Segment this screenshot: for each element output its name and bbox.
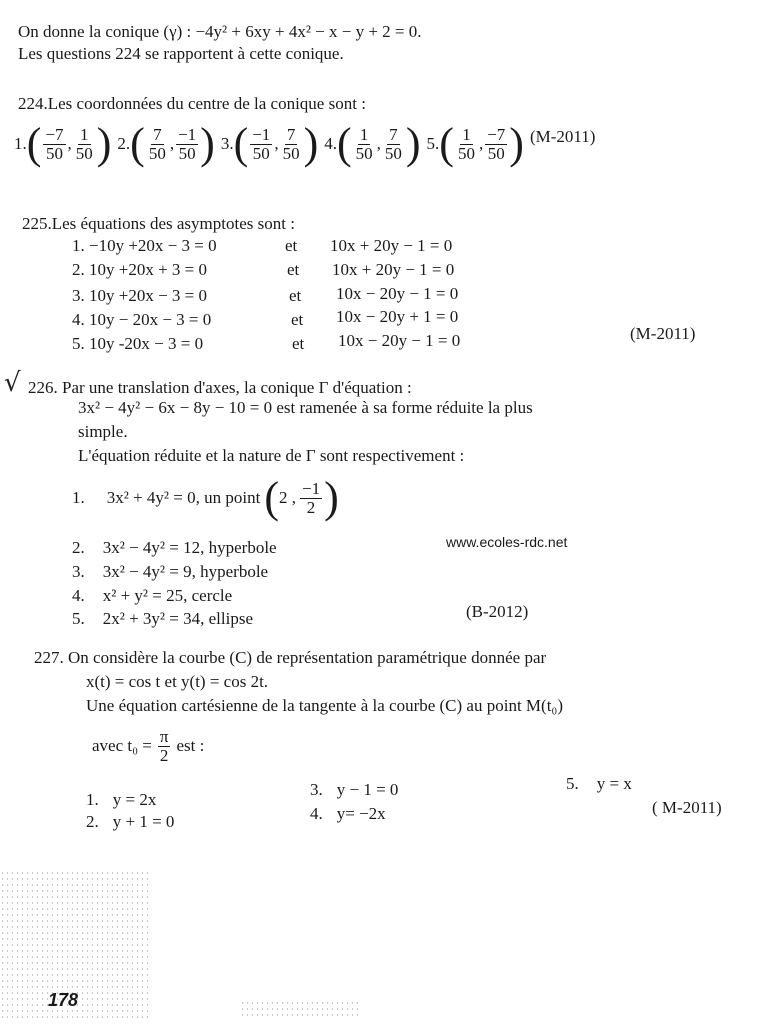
q227-option-3: 3. y − 1 = 0: [310, 780, 399, 799]
q225-option-5: 5. 10y -20x − 3 = 0: [72, 334, 204, 353]
q226-option-1: 1. 3x² + 4y² = 0, un point ( 2 , $\frac{-1}{2}$ ): [72, 473, 339, 522]
q225-option-3: 3. 10y +20x − 3 = 0: [72, 286, 208, 305]
intro-prefix: On donne la conique (γ) :: [18, 22, 196, 41]
watermark-url: www.ecoles-rdc.net: [446, 534, 568, 550]
q225-et: et: [289, 286, 302, 305]
q225-right-4: 10x − 20y + 1 = 0: [336, 307, 459, 326]
q226-line-4: L'équation réduite et la nature de Γ sont respectivement :: [78, 446, 465, 465]
fraction: $\frac{1}{50}$: [355, 124, 373, 163]
q225-option-1: 1. −10y +20x − 3 = 0: [72, 236, 217, 255]
q226-line-2: 3x² − 4y² − 6x − 8y − 10 = 0 est ramenée à sa forme réduite la plus: [78, 398, 533, 417]
fraction: $\frac{-1}{2}$: [301, 478, 321, 517]
q227-option-4: 4. y= −2x: [310, 804, 386, 823]
q226-option-5: 5. 2x² + 3y² = 34, ellipse: [72, 609, 253, 628]
page-number: 178: [48, 990, 79, 1010]
q227-option-1: 1. y = 2x: [86, 790, 157, 809]
q224-option-4: 4. ( $\frac{1}{50}$ , $\frac{7}{50}$ ): [324, 119, 421, 168]
q225-option-4: 4. 10y − 20x − 3 = 0: [72, 310, 212, 329]
q225-right-2: 10x + 20y − 1 = 0: [332, 260, 455, 279]
q226-line-3: simple.: [78, 422, 128, 441]
q225-et: et: [291, 310, 304, 329]
fraction: $\frac{-1}{50}$: [252, 124, 271, 163]
fraction: $\frac{-7}{50}$: [487, 124, 506, 163]
fraction: $\frac{-7}{50}$: [45, 124, 64, 163]
fraction: $\frac{1}{50}$: [457, 124, 475, 163]
q227-label: 227. On considère la courbe (C) de représentation paramétrique donnée par: [34, 648, 547, 667]
q226-option-2: 2. 3x² − 4y² = 12, hyperbole: [72, 538, 277, 557]
q225-source: (M-2011): [630, 324, 696, 343]
q224-option-2: 2. ( $\frac{7}{50}$ , $\frac{-1}{50}$ ): [117, 119, 215, 168]
q225-et: et: [287, 260, 300, 279]
q225-et: et: [292, 334, 305, 353]
fraction: $\frac{-1}{50}$: [178, 124, 197, 163]
q224-option-5: 5. ( $\frac{1}{50}$ , $\frac{-7}{50}$ ): [426, 119, 524, 168]
intro-line-1: [18, 22, 422, 42]
q227-option-2: 2. y + 1 = 0: [86, 812, 175, 831]
fraction: $\frac{7}{50}$: [282, 124, 300, 163]
q224-option-1: 1. ( $\frac{-7}{50}$ , $\frac{1}{50}$ ): [14, 119, 112, 168]
fraction: $\frac{\pi}{2}$: [159, 727, 169, 765]
q227-line-3: Une équation cartésienne de la tangente à la courbe (C) au point M(t₀): [86, 696, 564, 715]
fraction: $\frac{7}{50}$: [148, 124, 166, 163]
q227-source: ( M-2011): [652, 798, 722, 817]
q226-option-3: 3. 3x² − 4y² = 9, hyperbole: [72, 562, 269, 581]
q224-label: 224.Les coordonnées du centre de la conique sont :: [18, 94, 366, 113]
q226-label: 226. Par une translation d'axes, la conique Γ d'équation :: [28, 378, 412, 397]
q225-right-3: 10x − 20y − 1 = 0: [336, 284, 459, 303]
fraction: $\frac{1}{50}$: [75, 124, 93, 163]
q225-right-5: 10x − 20y − 1 = 0: [338, 331, 461, 350]
q227-line-4: avec t₀ = $\frac{\pi}{2}$ est :: [92, 727, 205, 765]
q225-et: et: [285, 236, 298, 255]
q225-right-1: 10x + 20y − 1 = 0: [330, 236, 453, 255]
q225-label: 225.Les équations des asymptotes sont :: [22, 214, 295, 233]
q224-source: (M-2011): [529, 126, 596, 146]
q227-option-5: 5. y = x: [566, 774, 632, 793]
scan-noise: [240, 1000, 360, 1020]
intro-line-2: Les questions 224 se rapportent à cette conique.: [18, 44, 344, 63]
q226-option-4: 4. x² + y² = 25, cercle: [72, 586, 233, 605]
q224-options: [14, 119, 596, 168]
q225-option-2: 2. 10y +20x + 3 = 0: [72, 260, 208, 279]
q224-option-3: 3. ( $\frac{-1}{50}$ , $\frac{7}{50}$ ): [220, 119, 319, 168]
q227-line-2: x(t) = cos t et y(t) = cos 2t.: [86, 672, 269, 691]
fraction: $\frac{7}{50}$: [384, 124, 402, 163]
check-mark-icon: √: [4, 368, 21, 398]
conic-equation: −4y² + 6xy + 4x² − x − y + 2 = 0.: [195, 22, 422, 41]
q226-source: (B-2012): [466, 602, 529, 621]
